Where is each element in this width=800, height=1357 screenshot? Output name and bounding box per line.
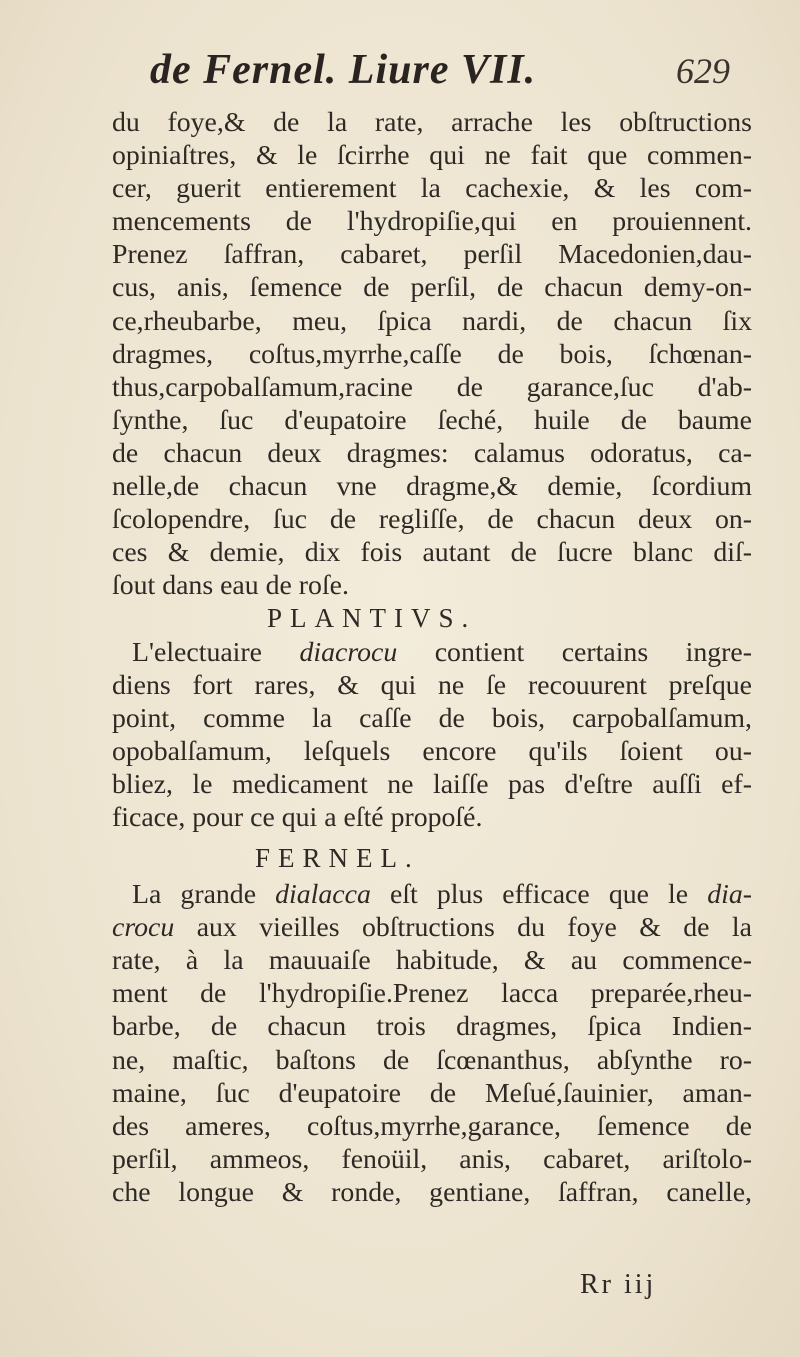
text-line: ficace, pour ce qui a eſté propoſé.: [112, 801, 483, 833]
paragraph-plantius: [112, 636, 752, 835]
running-title: de Fernel. Liure VII.: [150, 47, 537, 93]
text-line: cer, guerit entierement la cachexie, & les com-: [112, 173, 752, 205]
text-line: maine, ſuc d'eupatoire de Meſué,ſauinier, aman-: [112, 1077, 752, 1109]
page-body: [112, 106, 752, 1209]
italic-term: dialacca: [275, 879, 371, 911]
page-number: 629: [676, 51, 730, 91]
paragraph-fernel: [112, 878, 752, 1209]
text-fragment: L'electuaire: [132, 636, 300, 668]
text-line: dragmes, coſtus,myrrhe,caſſe de bois, ſchœnan-: [112, 338, 752, 370]
text-fragment: eſt plus efficace que le: [370, 879, 708, 911]
text-line: des ameres, coſtus,myrrhe,garance, ſemence de: [112, 1110, 752, 1142]
text-line: ne, maſtic, baſtons de ſcœnanthus, abſynthe ro-: [112, 1044, 752, 1076]
text-line: thus,carpobalſamum,racine de garance,ſuc d'ab-: [112, 371, 752, 403]
text-fragment: La grande: [132, 879, 276, 911]
text-line: [112, 878, 752, 911]
text-line: nelle,de chacun vne dragme,& demie, ſcordium: [112, 471, 752, 503]
text-line: diens fort rares, & qui ne ſe recouurent preſque: [112, 669, 752, 701]
signature-mark: Rr iij: [580, 1269, 657, 1300]
text-line: ces & demie, dix fois autant de ſucre blanc diſ-: [112, 537, 752, 569]
italic-term: crocu: [112, 912, 175, 944]
text-line: de chacun deux dragmes: calamus odoratus, ca-: [112, 437, 752, 469]
text-line: ſcolopendre, ſuc de regliſſe, de chacun deux on-: [112, 504, 752, 536]
text-line: [112, 636, 752, 669]
text-line: Prenez ſaffran, cabaret, perſil Macedonien,dau-: [112, 239, 752, 271]
text-line: perſil, ammeos, fenoüil, anis, cabaret, ariſtolo-: [112, 1143, 752, 1175]
page-header: [0, 42, 800, 98]
text-line: barbe, de chacun trois dragmes, ſpica Indien-: [112, 1011, 752, 1043]
section-heading-fernel: FERNEL.: [255, 843, 420, 874]
text-line: ment de l'hydropiſie.Prenez lacca preparée,rheu-: [112, 978, 752, 1010]
text-line: opiniaſtres, & le ſcirrhe qui ne fait que commen-: [112, 140, 752, 172]
text-line: ſynthe, ſuc d'eupatoire ſeché, huile de baume: [112, 404, 752, 436]
paragraph-recipe: [112, 106, 752, 602]
text-line: opobalſamum, leſquels encore qu'ils ſoient ou-: [112, 735, 752, 767]
text-fragment: aux vieilles obſtructions du foye & de la: [174, 912, 752, 944]
text-line: rate, à la mauuaiſe habitude, & au commence-: [112, 945, 752, 977]
text-line: ce,rheubarbe, meu, ſpica nardi, de chacun ſix: [112, 305, 752, 337]
italic-term: diacrocu: [299, 636, 398, 668]
text-line: ſout dans eau de roſe.: [112, 570, 349, 602]
text-line: point, comme la caſſe de bois, carpobalſamum,: [112, 702, 752, 734]
text-line: cus, anis, ſemence de perſil, de chacun demy-on-: [112, 272, 752, 304]
text-line: bliez, le medicament ne laiſſe pas d'eſtre auſſi ef-: [112, 768, 752, 800]
section-heading-plantius: PLANTIVS.: [267, 603, 477, 634]
text-line: che longue & ronde, gentiane, ſaffran, canelle,: [112, 1176, 752, 1208]
text-line: mencements de l'hydropiſie,qui en prouiennent.: [112, 206, 752, 238]
text-fragment: contient certains ingre-: [397, 636, 752, 668]
text-line: du foye,& de la rate, arrache les obſtructions: [112, 107, 752, 138]
text-line: [112, 911, 752, 944]
italic-term: dia-: [707, 879, 753, 911]
